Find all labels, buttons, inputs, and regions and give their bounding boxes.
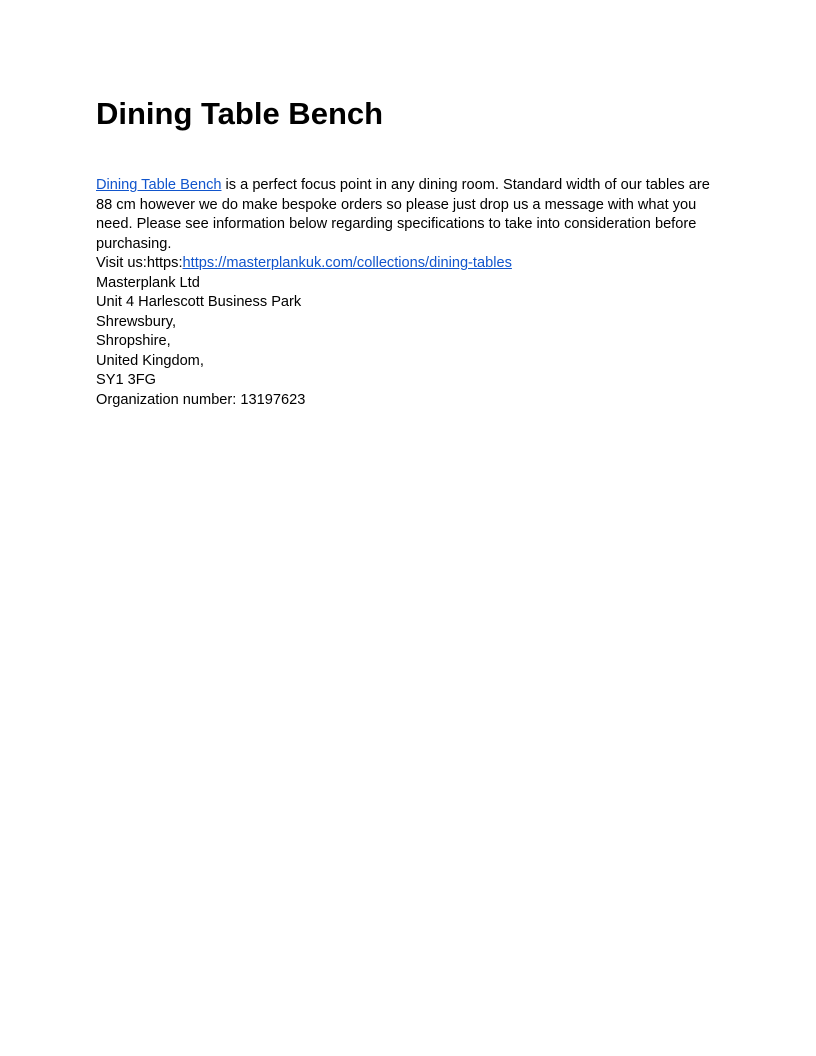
collections-url-link[interactable]: https://masterplankuk.com/collections/dining-tables [182,255,512,271]
address-country: United Kingdom, [96,352,204,369]
address-street: Unit 4 Harlescott Business Park [96,294,302,310]
dining-table-bench-link[interactable]: Dining Table Bench [96,177,222,193]
company-name: Masterplank Ltd [96,274,200,291]
address-postcode: SY1 3FG [96,372,157,388]
address-county: Shropshire, [96,333,171,349]
document-page [96,92,720,410]
document-body [96,176,720,410]
document-title: Dining Table Bench [96,96,384,131]
visit-prefix: Visit us:https: [96,255,183,271]
address-city: Shrewsbury, [96,313,177,330]
visit-line [96,254,720,274]
organization-number: Organization number: 13197623 [96,391,306,408]
intro-paragraph [96,176,720,254]
intro-text: is a perfect focus point in any dining room. Standard width of our tables are 88 cm however we do make bespoke orders so please just drop us a message with what you need. Please see information below regarding specifications to take into consideration before purchasing. [96,177,710,252]
